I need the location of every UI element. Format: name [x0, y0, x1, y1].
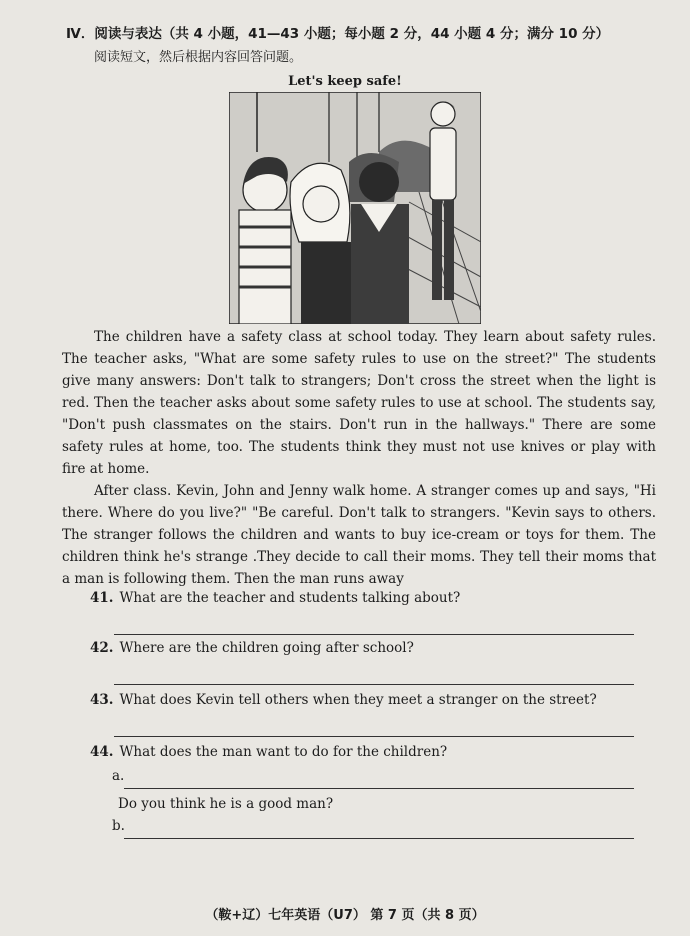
answer-label-a: a. — [112, 768, 125, 784]
question-text: What does the man want to do for the children? — [119, 744, 448, 760]
question-text: What are the teacher and students talking about? — [119, 590, 461, 606]
passage-paragraph: After class. Kevin, John and Jenny walk home. A stranger comes up and says, "Hi there. Where do you live?" "Be careful. Don't talk to strangers. "Kevin says to others. The stranger follows the children and wants to buy ice-cream or toys for them. The children think he's strange .They decide to call their moms. They tell their moms that a man is following them. Then the man runs away — [62, 483, 656, 587]
story-illustration — [229, 92, 481, 324]
question-number: 42. — [90, 640, 114, 656]
question-number: 44. — [90, 744, 114, 760]
question-text: Where are the children going after school? — [119, 640, 414, 656]
answer-line-43[interactable] — [114, 736, 634, 737]
question-43 — [90, 692, 597, 708]
answer-line-42[interactable] — [114, 684, 634, 685]
followup-question: Do you think he is a good man? — [118, 796, 334, 812]
question-number: 43. — [90, 692, 114, 708]
question-41 — [90, 590, 460, 606]
answer-line-44b[interactable] — [124, 838, 634, 839]
answer-label-b: b. — [112, 818, 125, 834]
question-text: What does Kevin tell others when they meet a stranger on the street? — [119, 692, 597, 708]
story-title: Let's keep safe! — [288, 74, 402, 89]
section-instruction: 阅读短文，然后根据内容回答问题。 — [94, 50, 303, 65]
question-number: 41. — [90, 590, 114, 606]
question-44 — [90, 744, 447, 760]
reading-passage — [62, 326, 656, 590]
answer-line-41[interactable] — [114, 634, 634, 635]
question-42 — [90, 640, 414, 656]
page-footer: （鞍+辽）七年英语（U7） 第 7 页（共 8 页） — [205, 908, 485, 923]
passage-paragraph: The children have a safety class at school today. They learn about safety rules. The teacher asks, "What are some safety rules to use on the street?" The students give many answers: Don't talk to strangers; Don't cross the street when the light is red. Then the teacher asks about some safety rules to use at school. The students say, "Don't push classmates on the stairs. Don't run in the hallways." There are some safety rules at home, too. The students think they must not use knives or play with fire at home. — [62, 329, 656, 477]
answer-line-44a[interactable] — [124, 788, 634, 789]
section-header: Ⅳ．阅读与表达（共 4 小题，41—43 小题；每小题 2 分，44 小题 4 分；满分 10 分） — [66, 26, 610, 42]
